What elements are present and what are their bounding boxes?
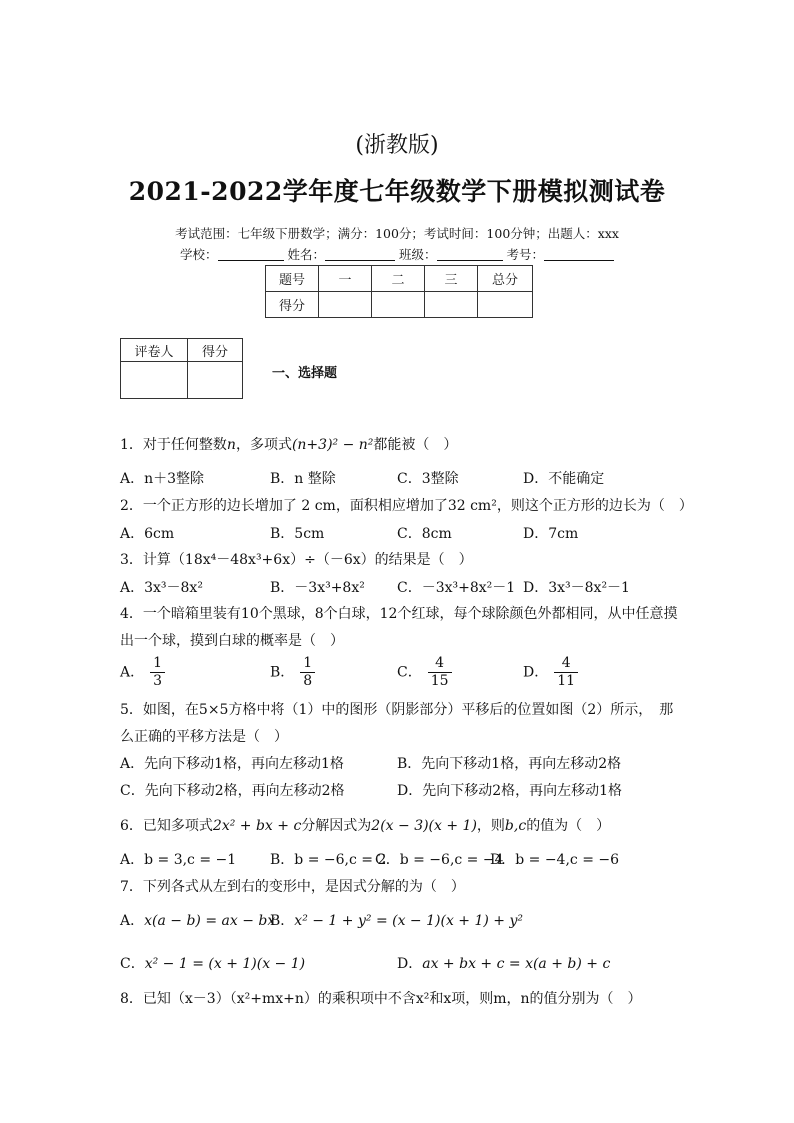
math-expression: (n+3)² − n² [291,437,374,453]
grader-cell[interactable] [188,362,243,399]
school-blank[interactable] [218,248,284,261]
option-label: B． [270,913,295,929]
question-text: 1．对于任何整数 [120,437,227,453]
student-fields [0,245,794,263]
fraction-denominator: 8 [300,672,315,690]
question-2-stem: 2．一个正方形的边长增加了 2 cm，面积相应增加了32 cm²，则这个正方形的边长为（ ） [120,498,693,514]
question-7-stem: 7．下列各式从左到右的变形中，是因式分解的为（ ） [120,879,465,895]
q5-option-d[interactable]: D．先向下移动2格，再向左移动1格 [397,783,623,799]
score-cell[interactable] [425,292,478,318]
grader-header-row [121,339,243,362]
question-text: 分解因式为 [301,818,372,834]
fraction-denominator: 15 [428,672,452,690]
q2-option-c[interactable]: C．8cm [397,526,452,542]
option-label: A． [120,913,145,929]
school-label: 学校： [179,247,218,262]
grader-input-row [121,362,243,399]
q6-option-c[interactable]: C．b = −6,c = −4 [375,852,504,868]
option-label: B． [270,664,295,681]
q6-option-b[interactable]: B．b = −6,c = 2 [270,852,387,868]
score-header-cell: 二 [372,266,425,292]
math-expression: x(a − b) = ax − bx [144,913,276,929]
q5-option-b[interactable]: B．先向下移动1格，再向左移动2格 [397,756,622,772]
question-5-stem-line1: 5．如图，在5×5方格中将（1）中的图形（阴影部分）平移后的位置如图（2）所示， 那 [120,702,674,718]
fraction-numerator: 4 [435,655,445,671]
fraction-denominator: 11 [554,672,578,690]
q3-option-b[interactable]: B．－3x³+8x² [270,580,365,596]
q6-option-d[interactable]: D．b = −4,c = −6 [490,852,620,868]
fraction [554,655,578,690]
question-3-stem: 3．计算（18x⁴－48x³+6x）÷（－6x）的结果是（ ） [120,552,473,568]
score-cell[interactable] [372,292,425,318]
math-expression: ax + bx + c = x(a + b) + c [422,956,611,972]
q4-option-a[interactable] [120,655,165,690]
q7-option-a[interactable] [120,910,275,930]
score-table-header-row [266,266,533,292]
fraction-numerator: 1 [303,655,313,671]
option-label: C． [120,956,145,972]
question-text: 的值为（ ） [526,818,611,834]
fraction-numerator: 4 [561,655,571,671]
score-table-score-row [266,292,533,318]
exam-number-label: 考号： [506,247,544,262]
grader-table [120,338,243,399]
score-header-cell: 一 [319,266,372,292]
q4-option-d[interactable] [523,655,578,690]
option-label: D． [397,956,423,972]
score-table [265,265,533,318]
q3-option-d[interactable]: D．3x³－8x²－1 [523,580,630,596]
edition-label: (浙教版) [355,133,439,158]
question-4-stem-line2: 出一个球，摸到白球的概率是（ ） [120,633,344,649]
score-cell[interactable] [319,292,372,318]
option-label: C． [397,664,422,681]
class-label: 班级： [398,247,437,262]
fraction [428,655,452,690]
grader-cell[interactable] [121,362,188,399]
q6-option-a[interactable]: A．b = 3,c = −1 [120,852,237,868]
q1-option-d[interactable]: D．不能确定 [523,471,605,487]
exam-title: 2021-2022学年度七年级数学下册模拟测试卷 [128,177,666,206]
q1-option-a[interactable]: A．n＋3整除 [120,471,205,487]
q7-option-c[interactable] [120,953,305,973]
option-label: D． [523,664,549,681]
question-5-stem-line2: 么正确的平移方法是（ ） [120,729,288,745]
score-row-label: 得分 [266,292,319,318]
math-var: b,c [504,818,527,834]
question-1-stem [120,434,457,454]
name-blank[interactable] [325,248,395,261]
option-label: A． [120,664,145,681]
fraction [300,655,315,690]
question-6-stem [120,815,610,835]
q4-option-c[interactable] [397,655,452,690]
q4-option-b[interactable] [270,655,315,690]
math-expression: 2(x − 3)(x + 1) [371,818,477,834]
q5-option-a[interactable]: A．先向下移动1格，再向左移动1格 [120,756,344,772]
q2-option-d[interactable]: D．7cm [523,526,579,542]
math-expression: x² − 1 = (x + 1)(x − 1) [144,956,306,972]
question-8-stem: 8．已知（x－3）（x²+mx+n）的乘积项中不含x²和x项，则m，n的值分别为（ ） [120,991,642,1007]
fraction-numerator: 1 [153,655,163,671]
q3-option-a[interactable]: A．3x³－8x² [120,580,203,596]
q5-option-c[interactable]: C．先向下移动2格，再向左移动2格 [120,783,345,799]
grader-header-cell: 得分 [188,339,243,362]
exam-number-blank[interactable] [544,248,614,261]
score-cell[interactable] [478,292,533,318]
class-blank[interactable] [437,248,503,261]
score-header-cell: 三 [425,266,478,292]
grader-header-cell: 评卷人 [121,339,188,362]
math-var: n [226,437,236,453]
score-header-cell: 题号 [266,266,319,292]
fraction [150,655,165,690]
fraction-denominator: 3 [150,672,165,690]
question-text: 6．已知多项式 [120,818,213,834]
section-title: 一、选择题 [272,366,338,381]
q2-option-b[interactable]: B．5cm [270,526,325,542]
q2-option-a[interactable]: A．6cm [120,526,175,542]
question-text: ，则 [476,818,505,834]
q7-option-b[interactable] [270,910,523,930]
score-header-cell: 总分 [478,266,533,292]
q7-option-d[interactable] [397,953,610,973]
question-text: ，多项式 [235,437,292,453]
math-expression: x² − 1 + y² = (x − 1)(x + 1) + y² [294,913,523,929]
question-text: 都能被（ ） [373,437,458,453]
name-label: 姓名： [287,247,325,262]
q3-option-c[interactable]: C．－3x³+8x²－1 [397,580,516,596]
math-expression: 2x² + bx + c [212,818,302,834]
q1-option-b[interactable]: B．n 整除 [270,471,336,487]
question-4-stem-line1: 4．一个暗箱里装有10个黑球，8个白球，12个红球，每个球除颜色外都相同，从中任意摸 [120,606,678,622]
q1-option-c[interactable]: C．3整除 [397,471,459,487]
exam-info: 考试范围：七年级下册数学；满分：100分；考试时间：100分钟；出题人：xxx [175,226,619,241]
